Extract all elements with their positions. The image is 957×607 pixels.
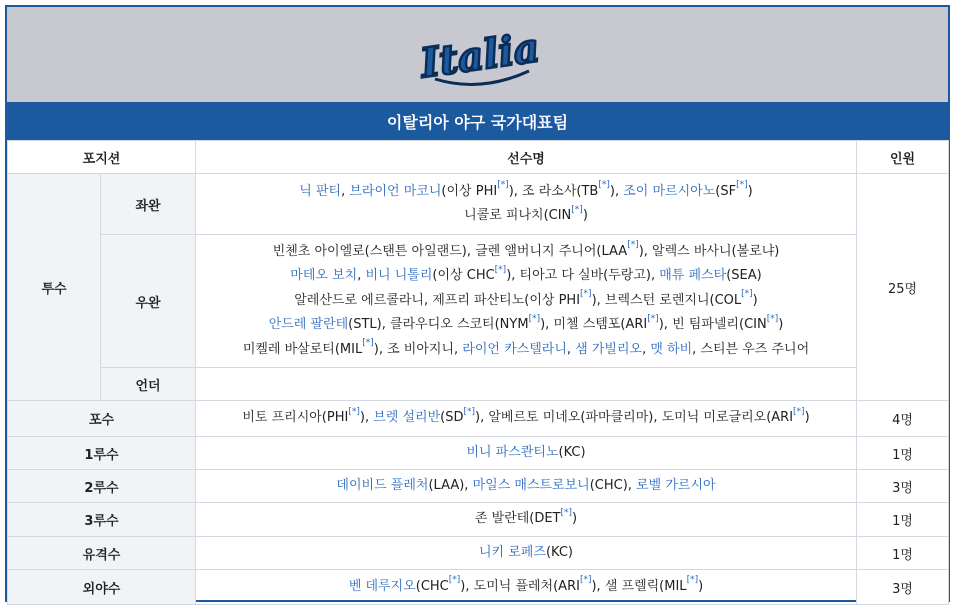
player-text: (KC) bbox=[545, 544, 573, 560]
player-text: ), 알렉스 바사니(볼로냐) bbox=[638, 243, 780, 259]
footnote-link[interactable]: [*] bbox=[793, 406, 805, 417]
table-row bbox=[8, 174, 949, 235]
count-cell: 3명 bbox=[857, 470, 949, 503]
count-cell: 1명 bbox=[857, 503, 949, 537]
footnote-link[interactable]: [*] bbox=[528, 313, 541, 324]
footnote-link[interactable]: [*] bbox=[647, 313, 659, 324]
footnote-link[interactable]: [*] bbox=[580, 289, 592, 300]
player-text: ), 도미닉 플레처(ARI bbox=[460, 578, 580, 594]
roster-table bbox=[7, 140, 949, 605]
player-text: , bbox=[341, 183, 350, 199]
svg-text:Italia: Italia bbox=[417, 23, 543, 88]
player-text: ), 조 비아지니, bbox=[373, 341, 463, 357]
player-link[interactable]: 샘 가빌리오 bbox=[575, 341, 643, 357]
footnote-link[interactable]: [*] bbox=[766, 313, 779, 324]
count-cell: 1명 bbox=[857, 537, 949, 570]
player-text: ), 빈 팀파넬리(CIN bbox=[658, 317, 767, 333]
footnote-link[interactable]: [*] bbox=[560, 507, 573, 518]
footnote-link[interactable]: [*] bbox=[579, 575, 592, 586]
player-text: ) bbox=[778, 317, 784, 333]
player-text: ), 브렉스턴 로렌지니(COL bbox=[591, 292, 742, 308]
footnote-link[interactable]: [*] bbox=[598, 180, 610, 191]
player-text: ) bbox=[582, 208, 588, 223]
player-link[interactable]: 닉 판티 bbox=[299, 183, 342, 199]
players-cell bbox=[196, 503, 857, 537]
player-link[interactable]: 브라이언 마코니 bbox=[349, 183, 442, 199]
player-text: ), 샐 프렐릭(MIL bbox=[591, 578, 687, 594]
players-cell bbox=[196, 401, 857, 437]
player-text: (SEA) bbox=[726, 268, 762, 284]
player-text: ) bbox=[747, 183, 753, 199]
player-text: (CHC), bbox=[589, 477, 637, 493]
player-text: ), bbox=[359, 410, 374, 426]
player-text: (이상 CHC bbox=[432, 268, 495, 284]
player-link[interactable]: 비니 니톨리 bbox=[365, 268, 433, 284]
header-players: 선수명 bbox=[196, 141, 857, 174]
player-text: (LAA), bbox=[428, 477, 473, 493]
player-link[interactable]: 니키 로페즈 bbox=[479, 544, 546, 560]
footnote-link[interactable]: [*] bbox=[686, 575, 699, 586]
player-link[interactable]: 데이비드 플레처 bbox=[336, 477, 429, 493]
table-row bbox=[8, 401, 949, 437]
count-cell: 3명 bbox=[857, 570, 949, 605]
player-text: (CHC bbox=[415, 578, 449, 594]
count-cell: 1명 bbox=[857, 437, 949, 470]
player-link[interactable]: 마테오 보치 bbox=[290, 268, 358, 284]
header-row bbox=[8, 141, 949, 174]
player-text: ), 티아고 다 실바(두랑고), bbox=[506, 268, 660, 284]
player-text: , 스티븐 우즈 주니어 bbox=[692, 341, 810, 357]
players-cell bbox=[196, 570, 857, 605]
player-text: (STL), 클라우디오 스코티(NYM bbox=[348, 317, 529, 333]
footnote-link[interactable]: [*] bbox=[448, 575, 461, 586]
player-text: ) bbox=[752, 292, 758, 308]
position-label: 외야수 bbox=[8, 570, 196, 605]
player-link[interactable]: 마일스 매스트로보니 bbox=[472, 477, 590, 493]
footnote-link[interactable]: [*] bbox=[348, 406, 360, 417]
footnote-link[interactable]: [*] bbox=[497, 180, 509, 191]
footnote-link[interactable]: [*] bbox=[362, 338, 374, 349]
footnote-link[interactable]: [*] bbox=[463, 406, 476, 417]
table-row bbox=[8, 437, 949, 470]
player-link[interactable]: 비니 파스콴티노 bbox=[466, 444, 559, 460]
table-row bbox=[8, 470, 949, 503]
player-link[interactable]: 안드레 팔란테 bbox=[268, 317, 349, 333]
player-text: ) bbox=[572, 511, 578, 527]
roster-box bbox=[5, 5, 950, 602]
player-text: (이상 PHI bbox=[441, 183, 498, 199]
footnote-link[interactable]: [*] bbox=[736, 180, 748, 191]
header-position: 포지션 bbox=[8, 141, 196, 174]
lhp-label: 좌완 bbox=[101, 174, 196, 235]
footnote-link[interactable]: [*] bbox=[627, 240, 639, 251]
table-row bbox=[8, 368, 949, 401]
player-text: 미켈레 바살로티(MIL bbox=[242, 341, 363, 357]
player-text: ), 알베르토 미네오(파마클리마), 도미닉 미로글리오(ARI bbox=[475, 410, 794, 426]
player-text: (SD bbox=[440, 410, 464, 426]
player-text: 비토 프리시아(PHI bbox=[242, 410, 349, 426]
count-cell: 4명 bbox=[857, 401, 949, 437]
footnote-link[interactable]: [*] bbox=[741, 289, 753, 300]
footnote-link[interactable]: [*] bbox=[571, 204, 583, 215]
player-text: ), bbox=[609, 183, 624, 199]
sub-label: 언더 bbox=[101, 368, 196, 401]
player-link[interactable]: 조이 마르시아노 bbox=[623, 183, 716, 199]
players-cell bbox=[196, 470, 857, 503]
position-label: 2루수 bbox=[8, 470, 196, 503]
player-text: (SF bbox=[715, 183, 737, 199]
table-row bbox=[8, 570, 949, 605]
player-text: ), 미첼 스템포(ARI bbox=[540, 317, 648, 333]
pitcher-label: 투수 bbox=[8, 174, 101, 401]
player-text: 니콜로 피나치(CIN bbox=[464, 208, 572, 223]
player-text: , bbox=[642, 341, 651, 357]
header-count: 인원 bbox=[857, 141, 949, 174]
player-text: 존 발란테(DET bbox=[474, 511, 561, 527]
player-link[interactable]: 로벨 가르시아 bbox=[636, 477, 716, 493]
player-text: 빈첸초 아이엘로(스탠튼 아일랜드), 글렌 앨버니지 주니어(LAA bbox=[272, 243, 628, 259]
player-text: ), 조 라소사(TB bbox=[508, 183, 599, 199]
position-label: 유격수 bbox=[8, 537, 196, 570]
player-link[interactable]: 벤 데루지오 bbox=[348, 578, 416, 594]
player-text: ) bbox=[804, 410, 810, 426]
table-title: 이탈리아 야구 국가대표팀 bbox=[7, 102, 948, 140]
player-link[interactable]: 브렛 설리반 bbox=[373, 410, 441, 426]
footnote-link[interactable]: [*] bbox=[494, 264, 507, 275]
position-label: 3루수 bbox=[8, 503, 196, 537]
table-row bbox=[8, 235, 949, 368]
sub-players bbox=[196, 368, 857, 401]
rhp-players bbox=[196, 235, 857, 368]
player-link[interactable]: 라이언 카스텔라니 bbox=[462, 341, 567, 357]
player-text: (KC) bbox=[558, 444, 586, 460]
players-cell bbox=[196, 537, 857, 570]
player-text: , bbox=[566, 341, 576, 357]
rhp-label: 우완 bbox=[101, 235, 196, 368]
logo-banner bbox=[7, 7, 948, 102]
position-label: 1루수 bbox=[8, 437, 196, 470]
table-row bbox=[8, 537, 949, 570]
table-row bbox=[8, 503, 949, 537]
lhp-players bbox=[196, 174, 857, 235]
player-text: ) bbox=[698, 578, 704, 594]
pitcher-count: 25명 bbox=[857, 174, 949, 401]
player-link[interactable]: 맷 하비 bbox=[650, 341, 693, 357]
italia-logo bbox=[417, 13, 543, 97]
player-text: 알레산드로 에르콜라니, 제프리 파산티노(이상 PHI bbox=[294, 292, 581, 308]
players-cell bbox=[196, 437, 857, 470]
player-text: , bbox=[357, 268, 366, 284]
position-label: 포수 bbox=[8, 401, 196, 437]
player-link[interactable]: 매튜 페스타 bbox=[659, 268, 727, 284]
